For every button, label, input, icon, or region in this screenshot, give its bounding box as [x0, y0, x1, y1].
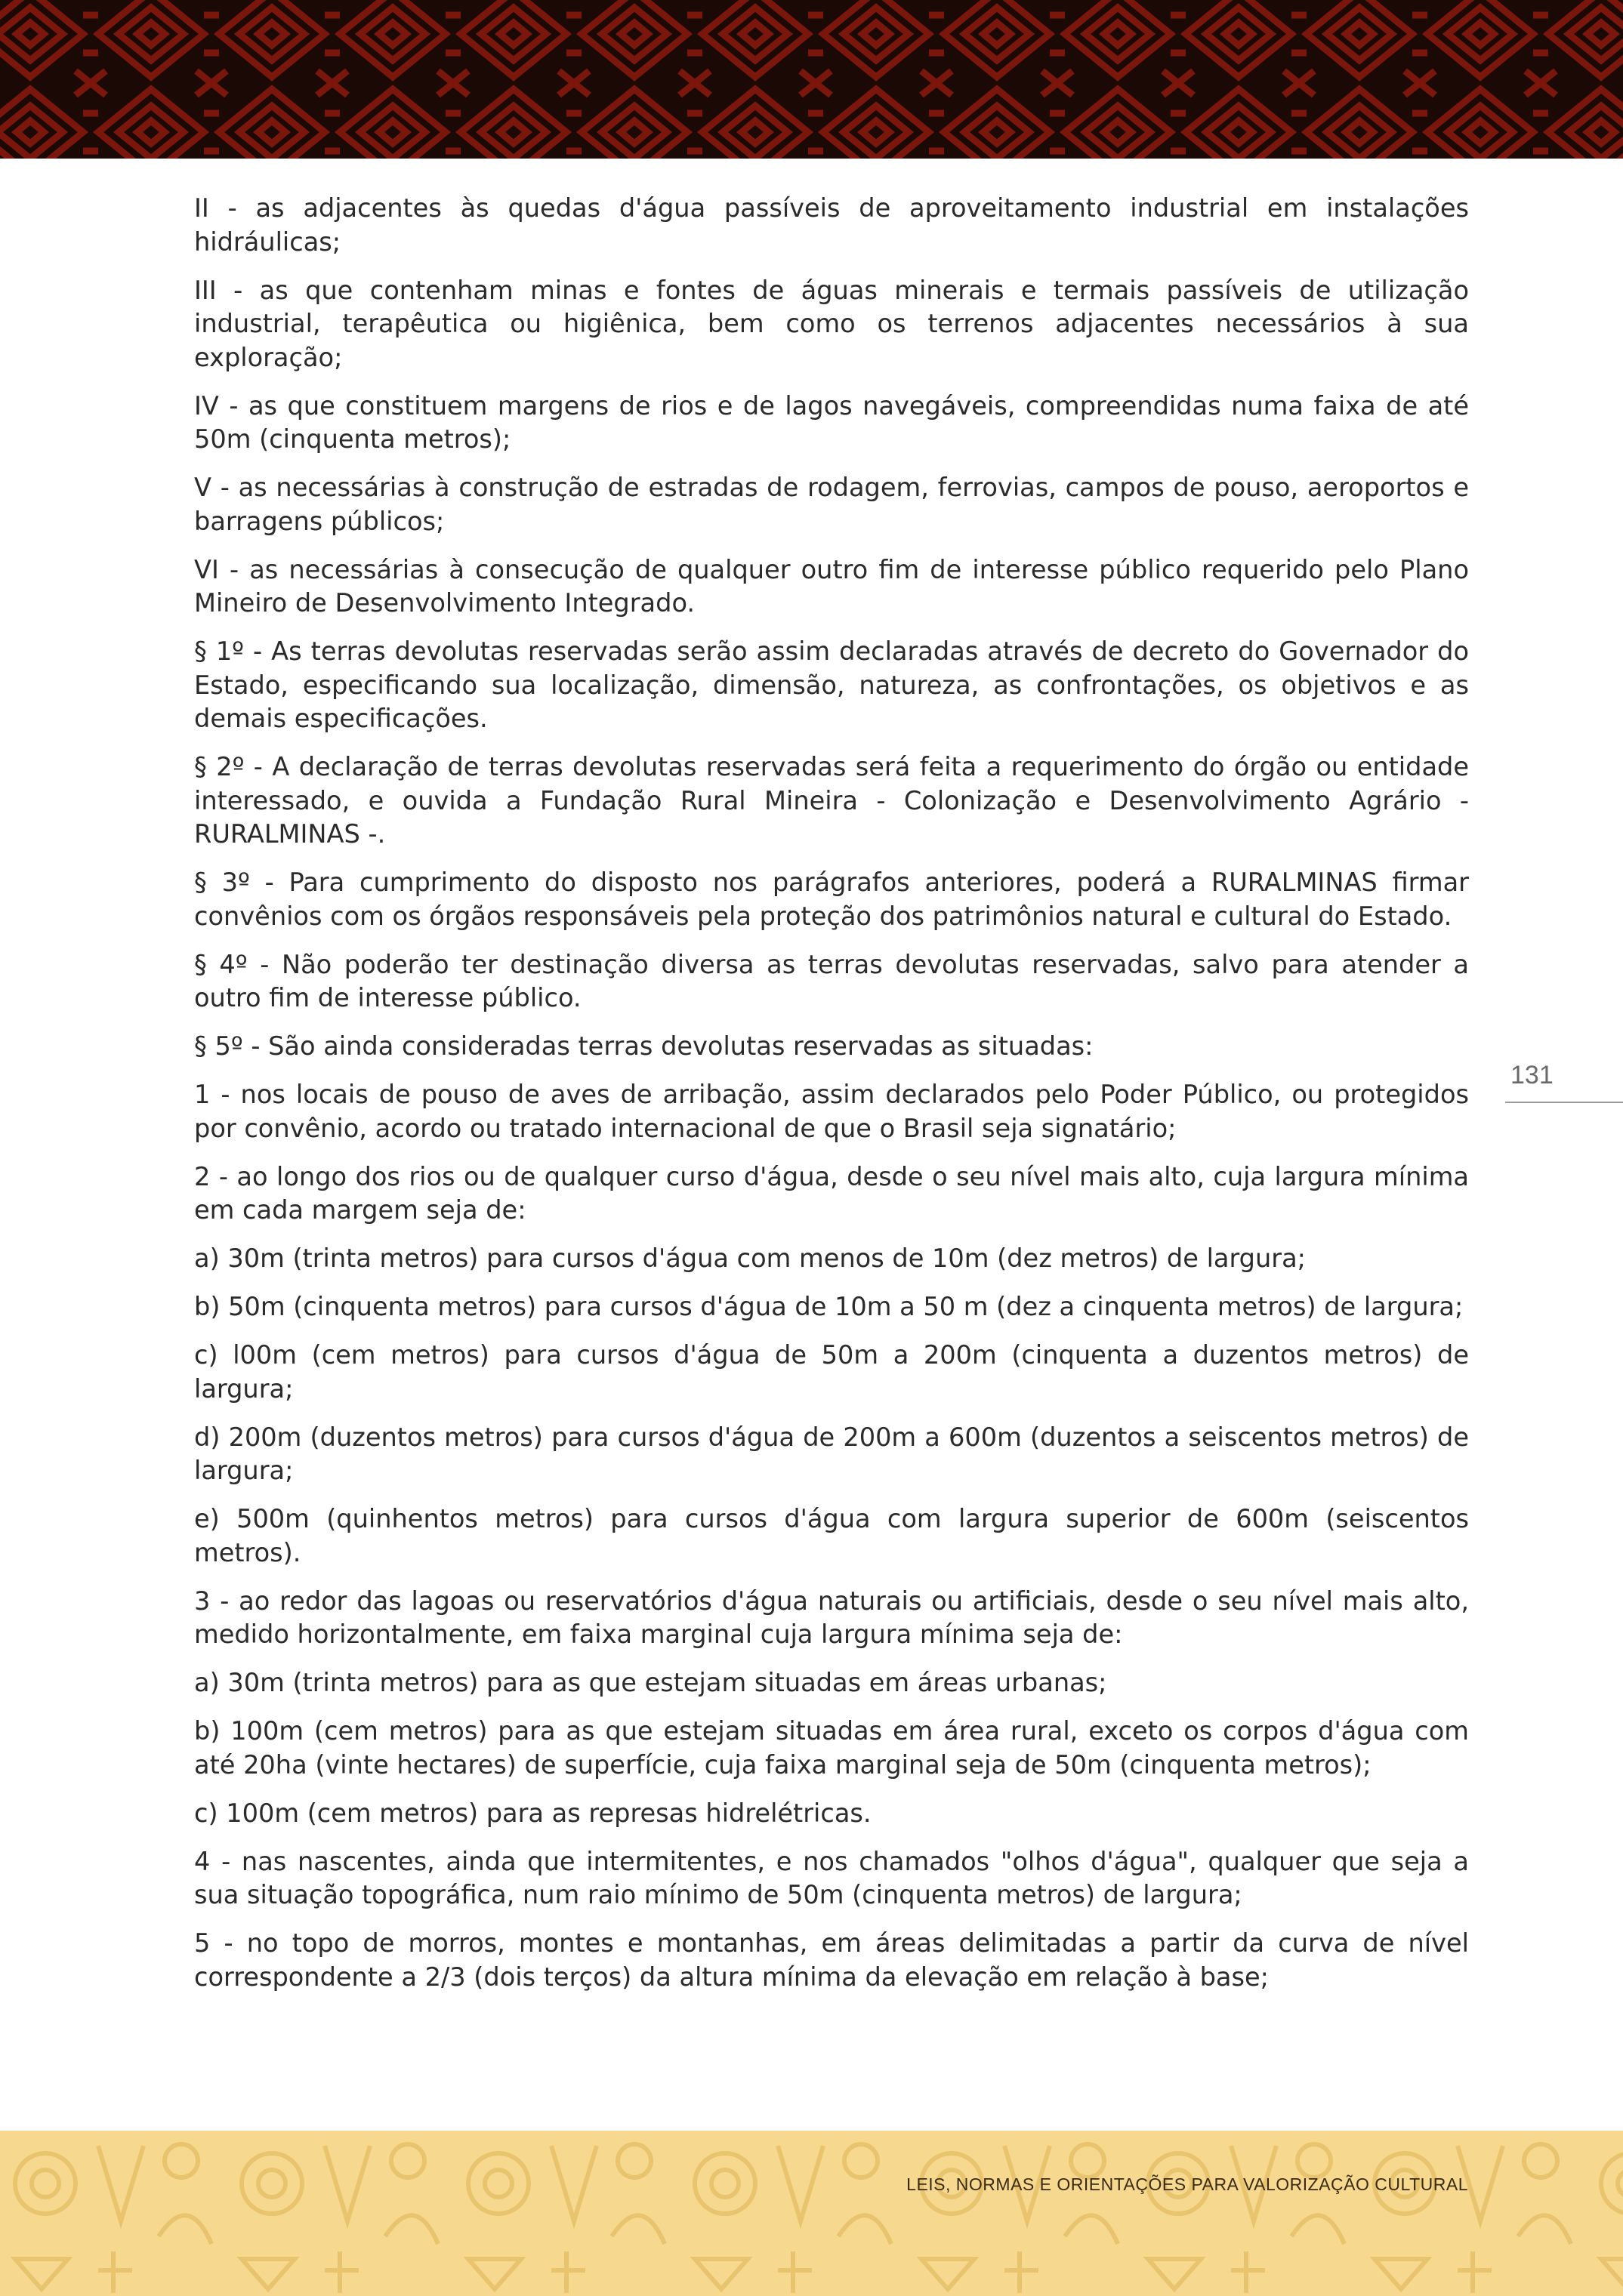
- paragraph: § 4º - Não poderão ter destinação diversa as terras devolutas reservadas, salvo para atender a outro fim de interesse público.: [194, 949, 1469, 1012]
- paragraph: § 3º - Para cumprimento do disposto nos parágrafos anteriores, poderá a RURALMINAS firmar convênios com os órgãos responsáveis pela proteção dos patrimônios natural e cultural do Estado.: [194, 868, 1469, 931]
- paragraph: § 5º - São ainda consideradas terras devolutas reservadas as situadas:: [194, 1031, 1094, 1061]
- paragraph: III - as que contenham minas e fontes de águas minerais e termais passíveis de utilização industrial, terapêutica ou higiênica, bem como os terrenos adjacentes necessários à sua exploração;: [194, 275, 1469, 372]
- paragraph: IV - as que constituem margens de rios e de lagos navegáveis, compreendidas numa faixa de até 50m (cinquenta metros);: [194, 390, 1469, 454]
- paragraph: c) 100m (cem metros) para as represas hidrelétricas.: [194, 1798, 872, 1828]
- letter-texture-pattern: [0, 2131, 1623, 2296]
- paragraph: 5 - no topo de morros, montes e montanhas, em áreas delimitadas a partir da curva de nível correspondente a 2/3 (dois terços) da altura mínima da elevação em relação à base;: [194, 1928, 1469, 1992]
- paragraph: b) 50m (cinquenta metros) para cursos d'água de 10m a 50 m (dez a cinquenta metros) de largura;: [194, 1292, 1464, 1321]
- paragraph: 2 - ao longo dos rios ou de qualquer curso d'água, desde o seu nível mais alto, cuja largura mínima em cada margem seja de:: [194, 1161, 1469, 1225]
- paragraph: b) 100m (cem metros) para as que estejam situadas em área rural, exceto os corpos d'água com até 20ha (vinte hectares) de superfície, cuja faixa marginal seja de 50m (cinquenta metros);: [194, 1716, 1469, 1780]
- paragraph: d) 200m (duzentos metros) para cursos d'água de 200m a 600m (duzentos a seiscentos metros) de largura;: [194, 1422, 1469, 1485]
- decorative-footer-band: [0, 2131, 1623, 2296]
- paragraph: 3 - ao redor das lagoas ou reservatórios d'água naturais ou artificiais, desde o seu nível mais alto, medido horizontalmente, em faixa marginal cuja largura mínima seja de:: [194, 1586, 1469, 1649]
- publication-title-footer: LEIS, NORMAS E ORIENTAÇÕES PARA VALORIZAÇÃO CULTURAL: [906, 2174, 1468, 2194]
- paragraph: § 2º - A declaração de terras devolutas reservadas será feita a requerimento do órgão ou entidade interessado, e ouvida a Fundação Rural Mineira - Colonização e Desenvolvimento Agrário - RURALMINAS -.: [194, 752, 1469, 849]
- paragraph: 4 - nas nascentes, ainda que intermitentes, e nos chamados "olhos d'água", qualquer que seja a sua situação topográfica, num raio mínimo de 50m (cinquenta metros) de largura;: [194, 1846, 1469, 1909]
- paragraph: 1 - nos locais de pouso de aves de arribação, assim declarados pelo Poder Público, ou protegidos por convênio, acordo ou tratado internacional de que o Brasil seja signatário;: [194, 1080, 1469, 1143]
- paragraph: V - as necessárias à construção de estradas de rodagem, ferrovias, campos de pouso, aeroportos e barragens públicos;: [194, 473, 1469, 536]
- paragraph: c) l00m (cem metros) para cursos d'água de 50m a 200m (cinquenta a duzentos metros) de largura;: [194, 1340, 1469, 1404]
- decorative-header-band: [0, 0, 1623, 159]
- page-number: 131: [1510, 1061, 1554, 1089]
- paragraph: e) 500m (quinhentos metros) para cursos d'água com largura superior de 600m (seiscentos metros).: [194, 1504, 1469, 1567]
- document-body: [194, 192, 1469, 2009]
- geometric-pattern: [0, 0, 1623, 159]
- paragraph: VI - as necessárias à consecução de qualquer outro fim de interesse público requerido pelo Plano Mineiro de Desenvolvimento Integrado.: [194, 554, 1469, 618]
- paragraph: II - as adjacentes às quedas d'água passíveis de aproveitamento industrial em instalações hidráulicas;: [194, 193, 1469, 257]
- paragraph: § 1º - As terras devolutas reservadas serão assim declaradas através de decreto do Governador do Estado, especificando sua localização, dimensão, natureza, as confrontações, os objetivos e as demais especificações.: [194, 636, 1469, 733]
- paragraph: a) 30m (trinta metros) para cursos d'água com menos de 10m (dez metros) de largura;: [194, 1244, 1306, 1273]
- page-number-rule: [1505, 1102, 1623, 1103]
- paragraph: a) 30m (trinta metros) para as que estejam situadas em áreas urbanas;: [194, 1668, 1107, 1697]
